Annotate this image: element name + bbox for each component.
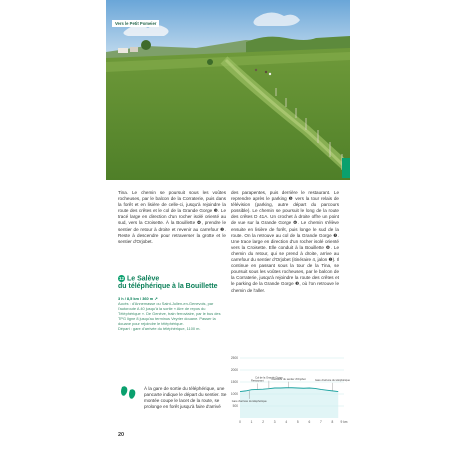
route-infobox <box>118 296 228 331</box>
x-tick-label: 7 <box>319 420 322 424</box>
route-access: Accès : d'Annemasse ou Saint-Julien-en-Genevois, par l'autoroute A 40 jusqu'à la sortie « Aire de repos du Téléphérique ». De Genève, train ferroviaire, par le bus des TPG ligne 8 jusqu'au terminus Veyrier douane. Passer la douane pour rejoindre le téléphérique. <box>118 301 221 326</box>
y-tick-label: 2500 <box>230 356 238 361</box>
x-tick-label: 1 <box>250 420 253 424</box>
annotation-label: Gare d'arrivée du téléphérique <box>314 378 350 382</box>
annotation-label: Restaurant <box>250 379 264 383</box>
y-tick-label: 1500 <box>230 380 238 385</box>
bottom-annotation-label: Gare d'arrivée du téléphérique <box>231 399 267 403</box>
page-number: 20 <box>118 432 125 438</box>
section-title-line1: Le Salève <box>127 275 160 283</box>
y-tick-label: 500 <box>232 404 238 409</box>
footprint-icon <box>118 384 140 402</box>
annotation-label: Col de la Grande Gorge <box>255 376 283 380</box>
intro-text: À la gare de sortie du téléphérique, une pancarte indique le départ du sentier. Se montée coupe le lacet de la route, se prolonge en forêt jusqu'à faire d'arrivé <box>144 386 227 409</box>
photo-caption: Vers le Petit Pomeier <box>112 20 159 27</box>
route-depart: Départ : gare d'arrivée du téléphérique, 1100 m. <box>118 326 201 331</box>
x-tick-label: 4 <box>285 420 288 424</box>
x-tick-label: 8 <box>331 420 334 424</box>
section-title <box>118 275 228 290</box>
x-tick-label: 9 km <box>340 420 348 424</box>
x-tick-label: 2 <box>262 420 265 424</box>
annotation-label: Carrefour du sentier d'Orjobet <box>271 377 306 381</box>
x-tick-label: 5 <box>296 420 299 424</box>
x-tick-label: 6 <box>308 420 311 424</box>
x-tick-label: 0 <box>239 420 241 424</box>
elevation-profile-chart <box>224 348 350 438</box>
body-text-left: Tina. Le chemin se poursuit sous les voûtes rocheuses, par le balcon de la Corraterie, puis dans la forêt et en lisière de celle-ci, jusqu'à rejoindre la route des crêtes et le col de la Grande Gorge ❸. Le tracé large en direction d'un rocher isolé orienté au sud, vers la Croisette. À la Bouillette ❹, prendre le sentier de retour à droite et revenir au carrefour ❷. Reste à descendre pour retraverser la grotte et le sentier d'Orjobet. <box>118 190 226 244</box>
section-tab <box>342 158 350 178</box>
body-text-right: des parapentes, puis derrière le restaurant. Le reprendre après le parking ❺ vers la tour relais de télévision (parking, autre départ du parcours possible). Le chemin se poursuit le long de la route des crêtes D 41A. Un crochet à droite offre un point de vue sur la Grande Gorge ❻. Le chemin s'élève ensuite en lisière de forêt, puis longe le sud de la route. On la retrouve au col de la Grande Gorge ❼. Une trace large en direction d'un rocher isolé orienté vers la Croisette. Elle conduit à la Bouillette ❽. Le chemin du retour, qui se prend à droite, arrive au carrefour du sentier d'Orjobet (itinéraire 4, jalon ❷). Il continue en passant sous la tour de la Tina, se poursuit sous les voûtes rocheuses, par le balcon de la Corraterie, jusqu'à rejoindre la route des crêtes et le parking de la Grande Gorge ❸, où l'on retrouve le chemin de l'aller. <box>231 190 339 293</box>
y-tick-label: 1000 <box>230 392 238 397</box>
y-tick-label: 2000 <box>230 368 238 373</box>
section-number: 12 <box>118 276 124 281</box>
guidebook-page <box>106 0 350 458</box>
route-stats: 3 h / 8,5 km / 360 m ↗ <box>118 296 158 301</box>
meadow-photo <box>106 0 350 180</box>
section-title-line2: du téléphérique à la Bouillette <box>118 282 218 290</box>
x-tick-label: 3 <box>273 420 276 424</box>
